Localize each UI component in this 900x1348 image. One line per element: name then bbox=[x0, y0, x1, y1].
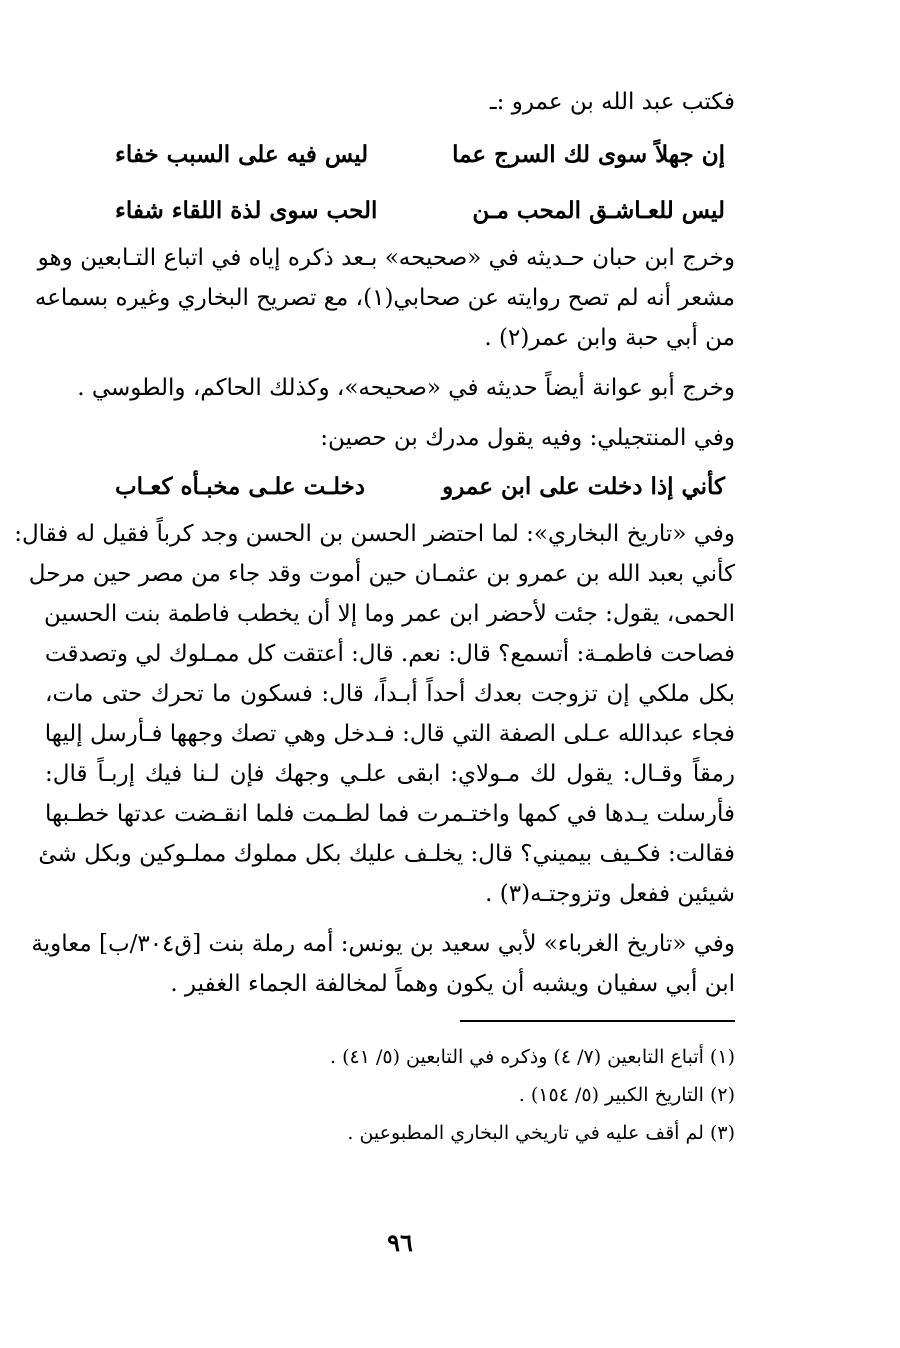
verse-3-second-hemistich: دخلـت علـى مخبـأه كعـاب bbox=[115, 472, 366, 500]
footnote-1: (١) أتباع التابعين (٧/ ٤) وذكره في التابعين (٥/ ٤١) . bbox=[329, 1046, 735, 1068]
footnotes bbox=[45, 1038, 735, 1152]
intro-line: فكتب عبد الله بن عمرو :ـ bbox=[489, 89, 735, 115]
paragraph-line: وخرج ابن حبان حـديثه في «صحيحه» بـعد ذكره إياه في اتباع التـابعين وهو bbox=[37, 245, 735, 271]
paragraph-line: فجاء عبدالله عـلى الصفة التي قال: فـدخل وهي تصك وجهها فـأرسل إليها bbox=[44, 721, 735, 747]
paragraph-line: وخرج أبو عوانة أيضاً حديثه في «صحيحه»، وكذلك الحاكم، والطوسي . bbox=[77, 375, 735, 401]
paragraph-line: وفي «تاريخ الغرباء» لأبي سعيد بن يونس: أمه رملة بنت [ق٣٠٤/ب] معاوية bbox=[31, 931, 735, 957]
paragraph-line: شيئين ففعل وتزوجتـه(٣) . bbox=[485, 881, 735, 907]
verse-2-first-hemistich: ليس للعـاشـق المحب مـن bbox=[472, 196, 725, 224]
paragraph-line: مشعر أنه لم تصح روايته عن صحابي(١)، مع تصريح البخاري وغيره بسماعه bbox=[34, 285, 735, 311]
paragraph-line: ابن أبي سفيان ويشبه أن يكون وهماً لمخالفة الجماء الغفير . bbox=[170, 971, 735, 997]
verse-2-second-hemistich: الحب سوى لذة اللقاء شفاء bbox=[115, 196, 378, 224]
paragraph-tarikh-ghuraba bbox=[31, 924, 735, 1004]
paragraph-line: فصاحت فاطمـة: أتسمع؟ قال: نعم. قال: أعتقت كل ممـلوك لي وتصدقت bbox=[44, 641, 735, 667]
paragraph-line: وفي «تاريخ البخاري»: لما احتضر الحسن بن الحسن وجد كرباً فقيل له فقال: bbox=[14, 521, 735, 547]
verse-3-first-hemistich: كأني إذا دخلت على ابن عمرو bbox=[442, 472, 725, 500]
paragraph-muntajili bbox=[45, 418, 735, 458]
paragraph-line: من أبي حبة وابن عمر(٢) . bbox=[484, 325, 735, 351]
verse-1-first-hemistich: إن جهلاً سوى لك السرج عما bbox=[452, 140, 725, 168]
verse-line-1 bbox=[45, 126, 735, 182]
paragraph-abu-awana bbox=[45, 368, 735, 408]
paragraph-line: وفي المنتجيلي: وفيه يقول مدرك بن حصين: bbox=[320, 425, 735, 451]
paragraph-line: رمقاً وقـال: يقول لك مـولاي: ابقى علـي وجهك فإن لـنا فيك إربـاً قال: bbox=[45, 761, 735, 787]
page-number: ٩٦ bbox=[387, 1228, 413, 1257]
verse-line-2 bbox=[45, 182, 735, 238]
page-body bbox=[14, 78, 735, 1152]
paragraph-line: كأني بعبد الله بن عمرو بن عثمـان حين أموت وقد جاء من مصر حين مرحل bbox=[28, 561, 735, 587]
footnote-3: (٣) لم أقف عليه في تاريخي البخاري المطبوعين . bbox=[347, 1122, 735, 1144]
paragraph-line: فقالت: فكـيف بيميني؟ قال: يخلـف عليك بكل مملوك مملـوكين وبكل شئ bbox=[38, 841, 735, 867]
footnote-divider bbox=[460, 1020, 735, 1022]
paragraph-ibn-hibban bbox=[34, 238, 735, 358]
paragraph-line: الحمى، يقول: جئت لأحضر ابن عمر وما إلا أن يخطب فاطمة بنت الحسين bbox=[44, 601, 735, 627]
verse-1-second-hemistich: ليس فيه على السبب خفاء bbox=[115, 140, 369, 168]
paragraph-line: بكل ملكي إن تزوجت بعدك أحداً أبـداً، قال: فسكون ما تحرك حتى مات، bbox=[45, 681, 735, 707]
paragraph-tarikh-bukhari bbox=[14, 514, 735, 914]
footnote-2: (٢) التاريخ الكبير (٥/ ١٥٤) . bbox=[518, 1084, 735, 1106]
verse-line-3 bbox=[45, 458, 735, 514]
paragraph-line: فأرسلت يـدها في كمها واختـمرت فما لطـمت فلما انقـضت عدتها خطـبها bbox=[45, 801, 735, 827]
